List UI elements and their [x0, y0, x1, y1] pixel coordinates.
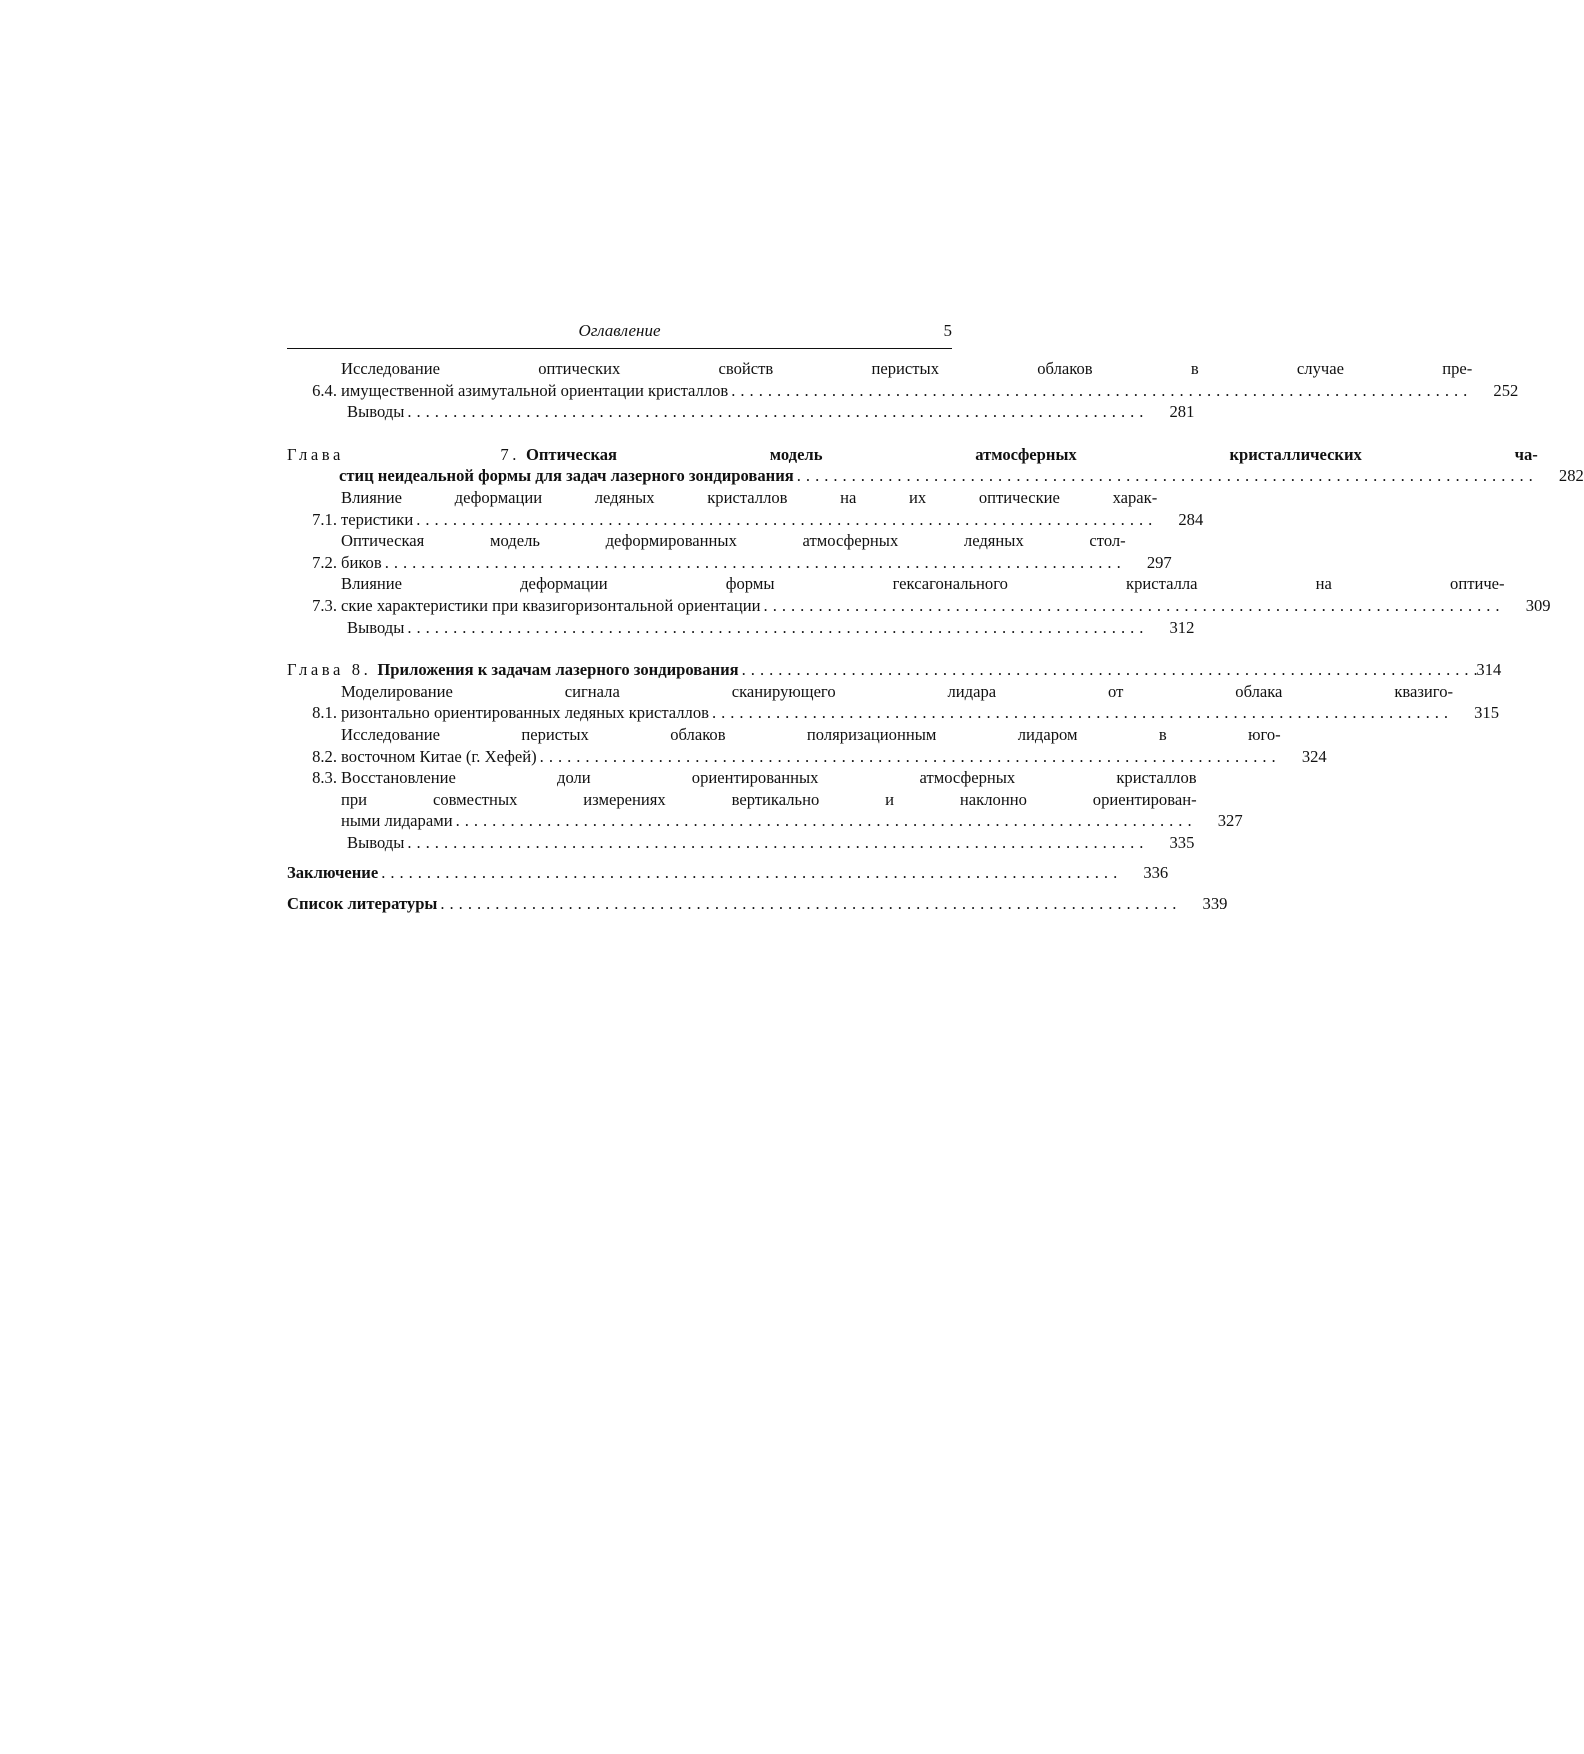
toc-leader-dots: ................................................................................. [407, 402, 1149, 422]
toc-entry-page: 339 [1202, 894, 1228, 914]
toc-chapter-title-line: Оптическая модель атмосферных кристаллических ча- [525, 444, 1538, 464]
toc-leader-dots: ................................................................................. [455, 811, 1197, 831]
toc-entry-page: 336 [1143, 863, 1169, 883]
toc-entry-8-1[interactable] [287, 681, 1500, 724]
toc-entry-conclusion[interactable] [287, 862, 1169, 884]
toc-entry-title-line: имущественной азимутальной ориентации кристаллов [341, 380, 729, 400]
toc-entry-title-line: Влияние деформации ледяных кристаллов на их оптические харак- [341, 487, 1158, 507]
toc-entry-page: 282 [1558, 466, 1584, 486]
toc-leader-dots: ................................................................................. [763, 595, 1505, 615]
toc-entry-number: 8.3. [312, 768, 337, 788]
toc-chapter-title-line: стиц неидеальной формы для задач лазерного зондирования [339, 466, 794, 486]
toc-entry-8-3[interactable] [287, 767, 1243, 832]
toc-entry-title-line: ризонтально ориентированных ледяных кристаллов [341, 703, 709, 723]
toc-leader-dots: ................................................................................. [741, 660, 1483, 680]
toc-entry-number: 6.4. [312, 380, 337, 400]
toc-entry-page: 252 [1493, 380, 1519, 400]
toc-leader-dots: ................................................................................. [416, 509, 1158, 529]
toc-entry-7-1[interactable] [287, 487, 1204, 530]
toc-leader-dots: ................................................................................. [407, 617, 1149, 637]
toc-entry-page: 312 [1169, 617, 1195, 637]
toc-entry-page: 284 [1178, 509, 1204, 529]
toc-entry-7-3[interactable] [287, 573, 1551, 616]
toc-entry-number: 7.2. [312, 552, 337, 572]
toc-entry-page: 281 [1169, 402, 1195, 422]
header-title: Оглавление [578, 321, 661, 340]
toc-entry-conclusions-6[interactable] [287, 401, 1195, 423]
toc-entry-page: 315 [1474, 703, 1500, 723]
toc-entry-title-line: ными лидарами [341, 811, 453, 831]
toc-leader-dots: ................................................................................. [711, 703, 1454, 723]
toc-chapter-8[interactable] [287, 659, 1502, 681]
toc-page [287, 318, 1584, 915]
toc-entry-title-line: при совместных измерениях вертикально и наклонно ориентирован- [341, 789, 1197, 809]
toc-entry-page: 314 [1476, 660, 1502, 680]
toc-entry-title-line: Моделирование сигнала сканирующего лидара от облака квазиго- [341, 681, 1454, 701]
toc-entry-8-2[interactable] [287, 724, 1327, 767]
toc-entry-title-line: Список литературы [287, 894, 438, 914]
toc-entry-title-line: Выводы [347, 402, 405, 422]
toc-leader-dots: ................................................................................. [796, 466, 1538, 486]
toc-leader-dots: ................................................................................. [407, 832, 1149, 852]
toc-entry-title-line: биков [341, 552, 382, 572]
toc-entry-number: 7.3. [312, 595, 337, 615]
toc-entry-title-line: Выводы [347, 832, 405, 852]
toc-leader-dots: ................................................................................. [440, 894, 1182, 914]
header-page-number: 5 [943, 321, 952, 340]
toc-chapter-prefix: Глава 8. [287, 660, 372, 680]
toc-entry-title-line: Влияние деформации формы гексагонального кристалла на оптиче- [341, 574, 1505, 594]
toc-leader-dots: ................................................................................. [731, 380, 1473, 400]
toc-entry-title-line: восточном Китае (г. Хефей) [341, 746, 537, 766]
toc-entry-references[interactable] [287, 893, 1228, 915]
toc-entry-page: 309 [1525, 595, 1551, 615]
toc-entry-conclusions-7[interactable] [287, 617, 1195, 639]
toc-leader-dots: ................................................................................. [381, 863, 1123, 883]
toc-entry-title-line: ские характеристики при квазигоризонтальной ориентации [341, 595, 761, 615]
toc-chapter-prefix: Глава 7. [287, 444, 520, 464]
toc-entry-title-line: Оптическая модель деформированных атмосферных ледяных стол- [341, 531, 1126, 551]
toc-entry-title-line: Выводы [347, 617, 405, 637]
toc-entry-page: 327 [1217, 811, 1243, 831]
toc-chapter-7[interactable] [287, 444, 1584, 487]
toc-leader-dots: ................................................................................. [539, 746, 1281, 766]
toc-entry-number: 7.1. [312, 509, 337, 529]
toc-entry-title-line: теристики [341, 509, 414, 529]
toc-leader-dots: ................................................................................. [384, 552, 1126, 572]
toc-entry-title-line: Заключение [287, 863, 379, 883]
toc-entry-number: 8.2. [312, 746, 337, 766]
toc-entry-7-2[interactable] [287, 530, 1172, 573]
toc-entry-6-4[interactable] [287, 358, 1519, 401]
toc-entry-number: 8.1. [312, 703, 337, 723]
toc-entry-page: 297 [1146, 552, 1172, 572]
running-header [287, 318, 952, 349]
toc-entry-page: 335 [1169, 832, 1195, 852]
toc-entry-title-line: Восстановление доли ориентированных атмосферных кристаллов [341, 768, 1197, 788]
toc-entry-title-line: Исследование перистых облаков поляризационным лидаром в юго- [341, 724, 1281, 744]
toc-list [287, 358, 1584, 915]
toc-entry-conclusions-8[interactable] [287, 832, 1195, 854]
toc-entry-page: 324 [1301, 746, 1327, 766]
toc-entry-title-line: Исследование оптических свойств перистых облаков в случае пре- [341, 359, 1473, 378]
toc-chapter-title-line: Приложения к задачам лазерного зондирования [377, 660, 739, 680]
